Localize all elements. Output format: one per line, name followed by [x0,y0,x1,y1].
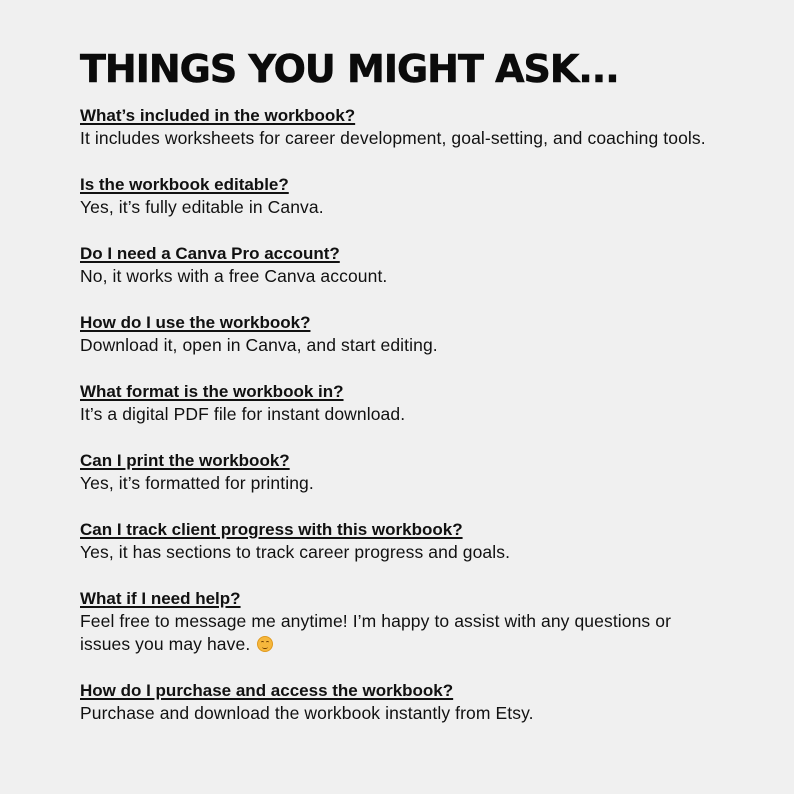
faq-list [80,104,720,725]
faq-answer: Yes, it’s fully editable in Canva. [80,197,324,217]
faq-answer: Download it, open in Canva, and start editing. [80,335,438,355]
faq-question: What format is the workbook in? [80,382,344,401]
faq-answer-text: Feel free to message me anytime! I’m happy to assist with any questions or issues you may have. [80,611,672,654]
faq-question: Can I track client progress with this workbook? [80,520,463,539]
faq-question: How do I use the workbook? [80,313,311,332]
faq-answer: Yes, it has sections to track career progress and goals. [80,542,511,562]
faq-item [80,587,720,656]
faq-question: How do I purchase and access the workbook? [80,681,454,700]
faq-question: What if I need help? [80,589,241,608]
faq-question: What’s included in the workbook? [80,106,356,125]
faq-item [80,449,720,495]
faq-item [80,518,720,564]
faq-item [80,173,720,219]
faq-item [80,679,720,725]
faq-answer-with-emoji [80,610,720,656]
faq-answer: Purchase and download the workbook instantly from Etsy. [80,703,534,723]
faq-question: Do I need a Canva Pro account? [80,244,340,263]
faq-answer: Yes, it’s formatted for printing. [80,473,314,493]
page-title: THINGS YOU MIGHT ASK... [80,47,619,91]
faq-item [80,242,720,288]
faq-answer: It’s a digital PDF file for instant download. [80,404,406,424]
faq-page [80,46,720,748]
faq-item [80,311,720,357]
smiling-face-emoji-icon [257,636,273,652]
faq-item [80,380,720,426]
faq-question: Can I print the workbook? [80,451,290,470]
faq-answer: It includes worksheets for career development, goal-setting, and coaching tools. [80,128,706,148]
faq-question: Is the workbook editable? [80,175,289,194]
faq-answer: No, it works with a free Canva account. [80,266,388,286]
faq-item [80,104,720,150]
